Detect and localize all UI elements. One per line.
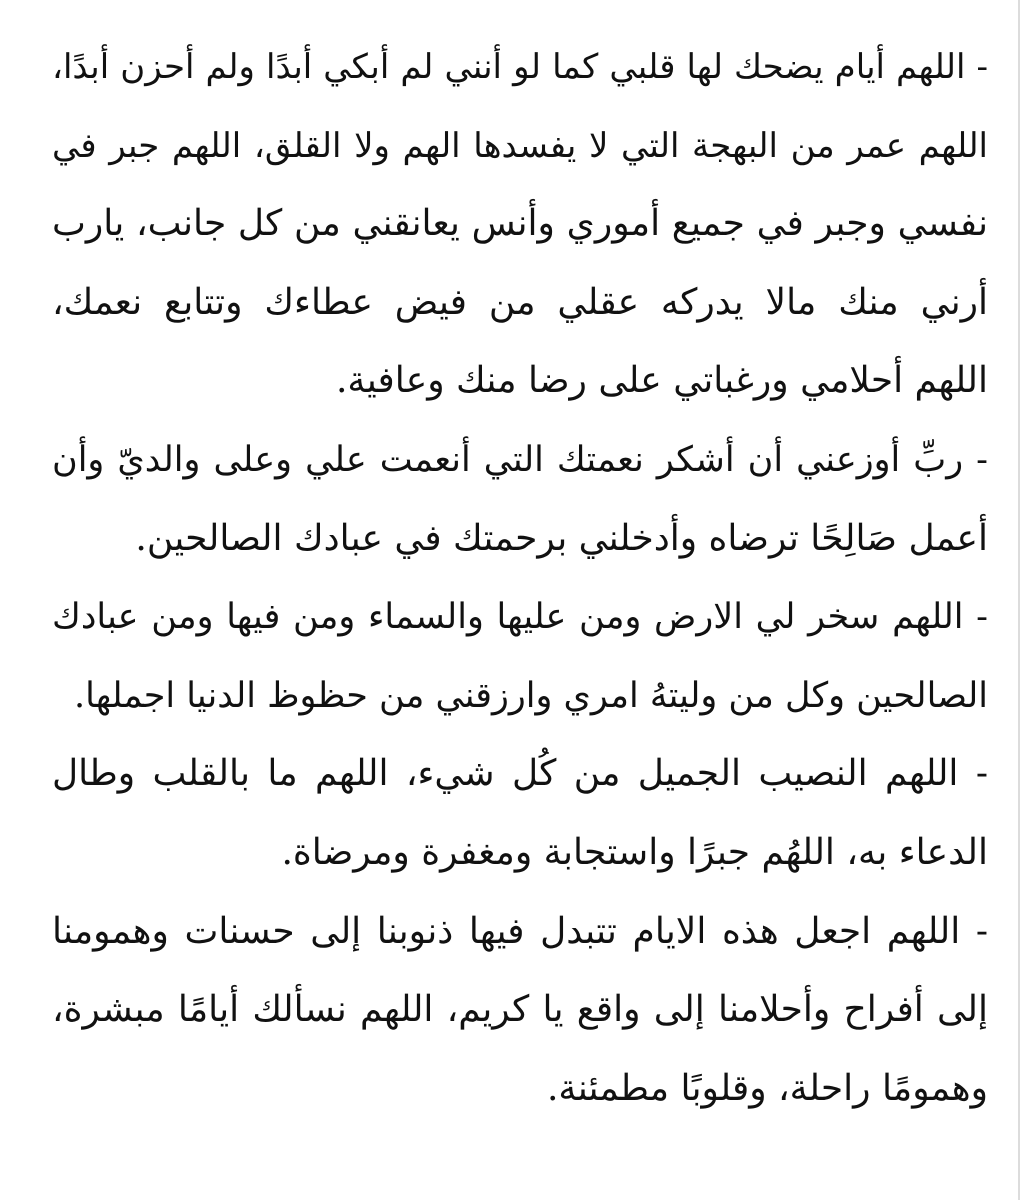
text-line-4: أرني منك مالا يدركه عقلي من فيض عطاءك وتتابع نعمك، <box>52 281 988 323</box>
page-edge-divider <box>1018 0 1020 1200</box>
text-line-6: - ربِّ أوزعني أن أشكر نعمتك التي أنعمت علي وعلى والديّ وأن <box>52 439 988 480</box>
text-line-9: الصالحين وكل من وليتهُ امري وارزقني من حظوظ الدنيا اجملها. <box>74 675 988 716</box>
text-line-12: - اللهم اجعل هذه الايام تتبدل فيها ذنوبنا إلى حسنات وهمومنا <box>52 910 988 952</box>
text-line-2: اللهم عمر من البهجة التي لا يفسدها الهم ولا القلق، اللهم جبر في <box>52 125 988 166</box>
text-line-11: الدعاء به، اللهُم جبرًا واستجابة ومغفرة ومرضاة. <box>281 831 988 873</box>
text-line-10: - اللهم النصيب الجميل من كُل شيء، اللهم ما بالقلب وطال <box>52 753 988 795</box>
text-line-13: إلى أفراح وأحلامنا إلى واقع يا كريم، اللهم نسألك أيامًا مبشرة، <box>52 989 988 1031</box>
text-line-5: اللهم أحلامي ورغباتي على رضا منك وعافية. <box>335 360 988 402</box>
text-line-7: أعمل صَالِحًا ترضاه وأدخلني برحمتك في عبادك الصالحين. <box>135 517 988 559</box>
prayer-text-block <box>52 28 988 1128</box>
text-line-14: وهمومًا راحلة، وقلوبًا مطمئنة. <box>546 1067 988 1109</box>
text-line-3: نفسي وجبر في جميع أموري وأنس يعانقني من كل جانب، يارب <box>52 203 988 245</box>
text-line-8: - اللهم سخر لي الارض ومن عليها والسماء ومن فيها ومن عبادك <box>52 597 988 638</box>
text-line-1: - اللهم أيام يضحك لها قلبي كما لو أنني لم أبكي أبدًا ولم أحزن أبدًا، <box>52 47 988 87</box>
